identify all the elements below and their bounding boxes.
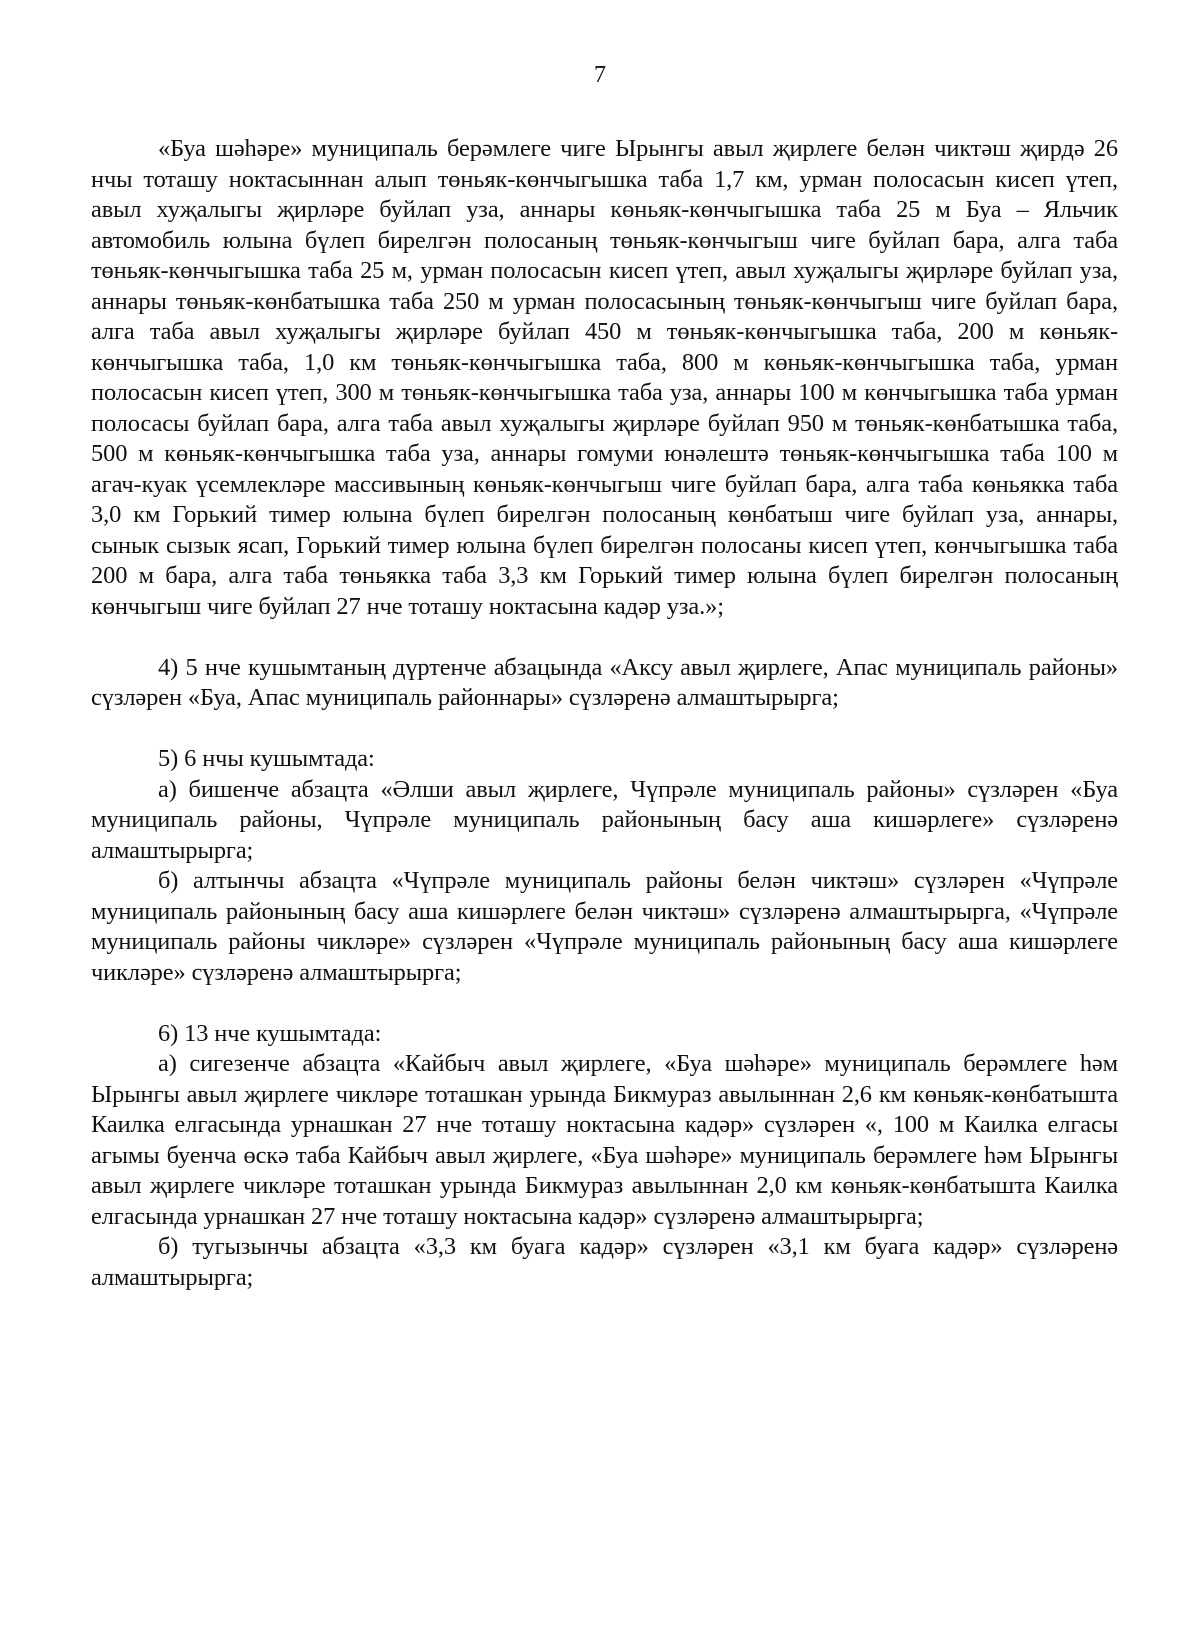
paragraph-spacer [91, 714, 1118, 745]
paragraph-item-5-heading: 5) 6 нчы кушымтада: [158, 745, 375, 772]
paragraph-item-5b: б) алтынчы абзацта «Чүпрәле муниципаль районы белән чиктәш» сүзләрен «Чүпрәле муниципаль районының басу аша кишәрлеге белән чиктәш» сүзләренә алмаштырырга, «Чүпрәле муниципаль районы чикләре» сүзләрен «Чүпрәле муниципаль районының басу аша кишәрлеге чикләре» сүзләренә алмаштырырга; [91, 867, 1118, 986]
paragraph-item-4: 4) 5 нче кушымтаның дүртенче абзацында «Аксу авыл җирлеге, Апас муниципаль районы» сүзләрен «Буа, Апас муниципаль районнары» сүзләренә алмаштырырга; [91, 653, 1118, 711]
paragraph-spacer [91, 988, 1118, 1019]
document-body [91, 134, 1118, 1293]
page-number: 7 [594, 62, 606, 88]
paragraph-item-5a: а) бишенче абзацта «Әлши авыл җирлеге, Чүпрәле муниципаль районы» сүзләрен «Буа муниципаль районы, Чүпрәле муниципаль районының басу аша кишәрлеге» сүзләренә алмаштырырга; [91, 775, 1118, 864]
paragraph-item-6b: б) тугызынчы абзацта «3,3 км буага кадәр» сүзләрен «3,1 км буага кадәр» сүзләренә алмаштырырга; [91, 1233, 1118, 1291]
paragraph-spacer [91, 622, 1118, 653]
paragraph-item-6-heading: 6) 13 нче кушымтада: [158, 1019, 382, 1047]
paragraph-item-6a: а) сигезенче абзацта «Кайбыч авыл җирлеге, «Буа шәһәре» муниципаль берәмлеге һәм Ырынгы авыл җирлеге чикләре тоташкан урында Бикмураз авылыннан 2,6 км көньяк-көнбатышта Каилка елгасында урнашкан 27 нче тоташу ноктасына кадәр» сүзләрен «, 100 м Каилка елгасы агымы буенча өскә таба Кайбыч авыл җирлеге, «Буа шәһәре» муниципаль берәмлеге һәм Ырынгы авыл җирлеге чикләре тоташкан урында Бикмураз авылыннан 2,0 км көньяк-көнбатышта Каилка елгасында урнашкан 27 нче тоташу ноктасына кадәр» сүзләренә алмаштырырга; [91, 1050, 1118, 1230]
paragraph-boundary-description: «Буа шәһәре» муниципаль берәмлеге чиге Ырынгы авыл җирлеге белән чиктәш җирдә 26 нчы тоташу ноктасыннан алып төньяк-көнчыгышка таба 1,7 км, урман полосасын кисеп үтеп, авыл хуҗалыгы җирләре буйлап уза, аннары көньяк-көнчыгышка таба 25 м Буа – Яльчик автомобиль юлына бүлеп бирелгән полосаның төньяк-көнчыгыш чиге буйлап бара, алга таба төньяк-көнчыгышка таба 25 м, урман полосасын кисеп үтеп, авыл хуҗалыгы җирләре буйлап уза, аннары төньяк-көнбатышка таба 250 м урман полосасының төньяк-көнчыгыш чиге буйлап бара, алга таба авыл хуҗалыгы җирләре буйлап 450 м төньяк-көнчыгышка таба, 200 м көньяк-көнчыгышка таба, 1,0 км төньяк-көнчыгышка таба, 800 м көньяк-көнчыгышка таба, урман полосасын кисеп үтеп, 300 м төньяк-көнчыгышка таба уза, аннары 100 м көнчыгышка таба урман полосасы буйлап бара, алга таба авыл хуҗалыгы җирләре буйлап 950 м төньяк-көнбатышка таба, 500 м көньяк-көнчыгышка таба уза, аннары гомуми юнәлештә төньяк-көнчыгышка таба 100 м агач-куак үсемлекләре массивының көньяк-көнчыгыш чиге буйлап бара, алга таба көньякка таба 3,0 км Горький тимер юлына бүлеп бирелгән полосаның көнбатыш чиге буйлап уза, аннары, сынык сызык ясап, Горький тимер юлына бүлеп бирелгән полосаны кисеп үтеп, көнчыгышка таба 200 м бара, алга таба төньякка таба 3,3 км Горький тимер юлына бүлеп бирелгән полосаның көнчыгыш чиге буйлап 27 нче тоташу ноктасына кадәр уза.»; [91, 135, 1118, 620]
